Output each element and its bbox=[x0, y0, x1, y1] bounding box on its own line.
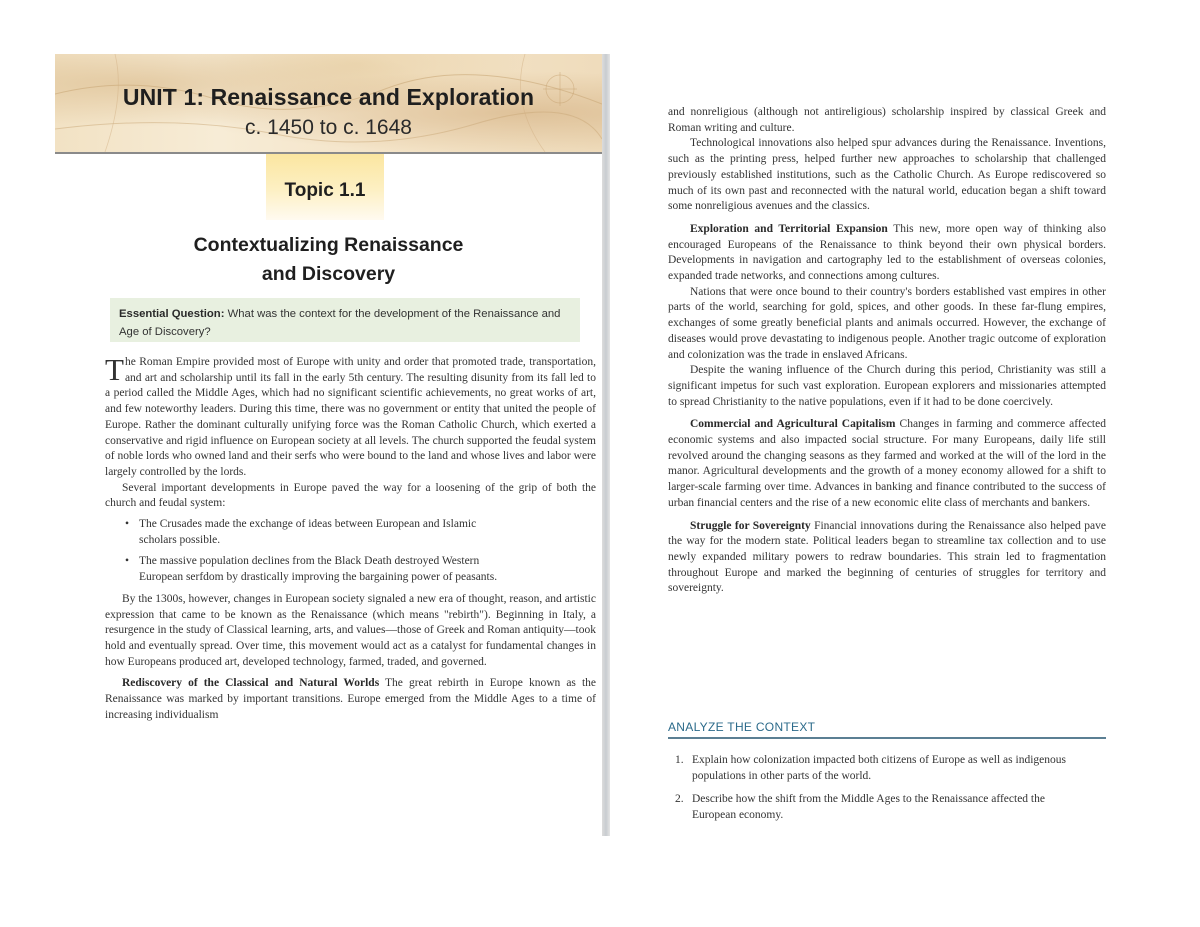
section-title bbox=[55, 231, 602, 289]
paragraph: Several important developments in Europe paved the way for a loosening of the grip of both the church and feudal system: bbox=[105, 481, 596, 510]
essential-question-text: What was the context for the development of the Renaissance and Age of Discovery? bbox=[119, 308, 561, 338]
list-item: • The Crusades made the exchange of ideas between European and Islamic scholars possible. bbox=[125, 517, 514, 548]
run-in-heading: Rediscovery of the Classical and Natural Worlds bbox=[122, 677, 380, 690]
right-body-text bbox=[668, 105, 1106, 597]
run-in-heading: Exploration and Territorial Expansion bbox=[690, 222, 888, 235]
question-number: 2. bbox=[675, 793, 684, 806]
topic-label: Topic 1.1 bbox=[284, 180, 366, 201]
question-text: Explain how colonization impacted both citizens of Europe as well as indigenous populations in other parts of the world. bbox=[692, 754, 1066, 782]
paragraph bbox=[105, 352, 596, 481]
page-divider bbox=[602, 54, 610, 836]
paragraph bbox=[668, 417, 1106, 511]
question-number: 1. bbox=[675, 754, 684, 766]
paragraph: By the 1300s, however, changes in European society signaled a new era of thought, reason, and artistic expression that came to be known as the Renaissance (which means "rebirth"). Beginning in Italy, a resurgence in the study of Classical learning, arts, and values—those of Greek and Roman antiquity—took hold and eventually spread. Over time, this movement would act as a catalyst for fundamental changes in how Europeans produced art, developed technology, farmed, traded, and governed. bbox=[105, 592, 596, 668]
essential-question-box bbox=[110, 298, 580, 342]
paragraph-text: This new, more open way of thinking also encouraged Europeans of the Renaissance to think beyond their own physical borders. Developments in navigation and cartography led to the establishment of overseas colonies, expanded trade networks, and connections among cultures. bbox=[668, 222, 1106, 283]
left-body-text bbox=[105, 352, 596, 723]
essential-question-label: Essential Question: bbox=[119, 308, 225, 320]
paragraph bbox=[668, 519, 1106, 598]
question-text: Describe how the shift from the Middle Ages to the Renaissance affected the European economy. bbox=[692, 793, 1045, 822]
section-title-line2: and Discovery bbox=[261, 263, 396, 285]
paragraph-text: Changes in farming and commerce affected economic systems and also impacted social structure. For many Europeans, daily life still revolved around the changing seasons as they farmed and worked at the will of the lord in the manor. Agricultural developments and the growth of a money economy allowed for a shift to larger-scale farming over time. Advances in banking and finance contributed to the success of urban financial centers and the rise of a new economic elite class of merchants and bankers. bbox=[668, 418, 1106, 509]
unit-dates: c. 1450 to c. 1648 bbox=[245, 116, 412, 139]
analyze-question-list bbox=[675, 753, 1075, 832]
paragraph bbox=[668, 222, 1106, 285]
paragraph-text: Financial innovations during the Renaissance also helped pave the way for the modern state. Political leaders began to streamline tax collection and to use newly expanded military powers to redraw boundaries. This strain led to fragmentation throughout Europe and marked the beginning of centuries of struggles for territory and sovereignty. bbox=[668, 519, 1106, 595]
topic-box bbox=[266, 154, 384, 220]
paragraph-text: The great rebirth in Europe known as the Renaissance was marked by important transitions. Europe emerged from the Middle Ages to a time of increasing individualism bbox=[105, 677, 596, 721]
list-item bbox=[675, 792, 1075, 823]
list-item bbox=[675, 753, 1075, 784]
analyze-heading: ANALYZE THE CONTEXT bbox=[668, 720, 1106, 739]
run-in-heading: Commercial and Agricultural Capitalism bbox=[690, 418, 896, 431]
list-item: • The massive population declines from the Black Death destroyed Western European serfdom by drastically improving the bargaining power of peasants. bbox=[125, 554, 514, 585]
unit-banner bbox=[55, 54, 602, 154]
bullet-list bbox=[105, 517, 596, 586]
drop-cap: T bbox=[105, 352, 124, 387]
paragraph bbox=[105, 676, 596, 723]
paragraph: and nonreligious (although not antireligious) scholarship inspired by classical Greek and Roman writing and culture. bbox=[668, 106, 1106, 134]
paragraph: Nations that were once bound to their country's borders established vast empires in other parts of the world, searching for gold, spices, and other goods. In these far-flung empires, exchanges of some greatly beneficial plants and animals occurred. However, the exchange of diseases would prove devastating to indigenous people. Another tragic outcome of exploration and colonization was the trade in enslaved Africans. bbox=[668, 285, 1106, 361]
paragraph-text: he Roman Empire provided most of Europe with unity and order that promoted trade, transportation, and art and scholarship until its fall in the early 5th century. The resulting disunity from its fall led to a period called the Middle Ages, which had no significant scientific achievements, no great works of art, and few noteworthy leaders. During this time, there was no government or entity that united the people of Europe. Rather the dominant culturally unifying force was the Roman Catholic Church, which exerted a conservative and rigid influence on European society at all levels. The church supported the feudal system of noble lords who owned land and their serfs who were bound to the land and whose lives and labor were largely controlled by the lords. bbox=[105, 356, 596, 478]
paragraph: Technological innovations also helped spur advances during the Renaissance. Inventions, such as the printing press, helped further new approaches to scholarship that challenged previously established institutions, such as the Catholic Church. As Europe rediscovered so much of its own past and reconnected with the natural world, education began a shift toward some nonreligious avenues and the classics. bbox=[668, 137, 1106, 213]
left-page bbox=[55, 54, 602, 836]
unit-title: UNIT 1: Renaissance and Exploration bbox=[122, 84, 535, 110]
section-title-line1: Contextualizing Renaissance bbox=[193, 234, 464, 256]
run-in-heading: Struggle for Sovereignty bbox=[690, 519, 811, 532]
paragraph: Despite the waning influence of the Church during this period, Christianity was still a significant impetus for such vast exploration. European explorers and missionaries attempted to spread Christianity to the native populations, even if it had to be done coercively. bbox=[668, 364, 1106, 408]
